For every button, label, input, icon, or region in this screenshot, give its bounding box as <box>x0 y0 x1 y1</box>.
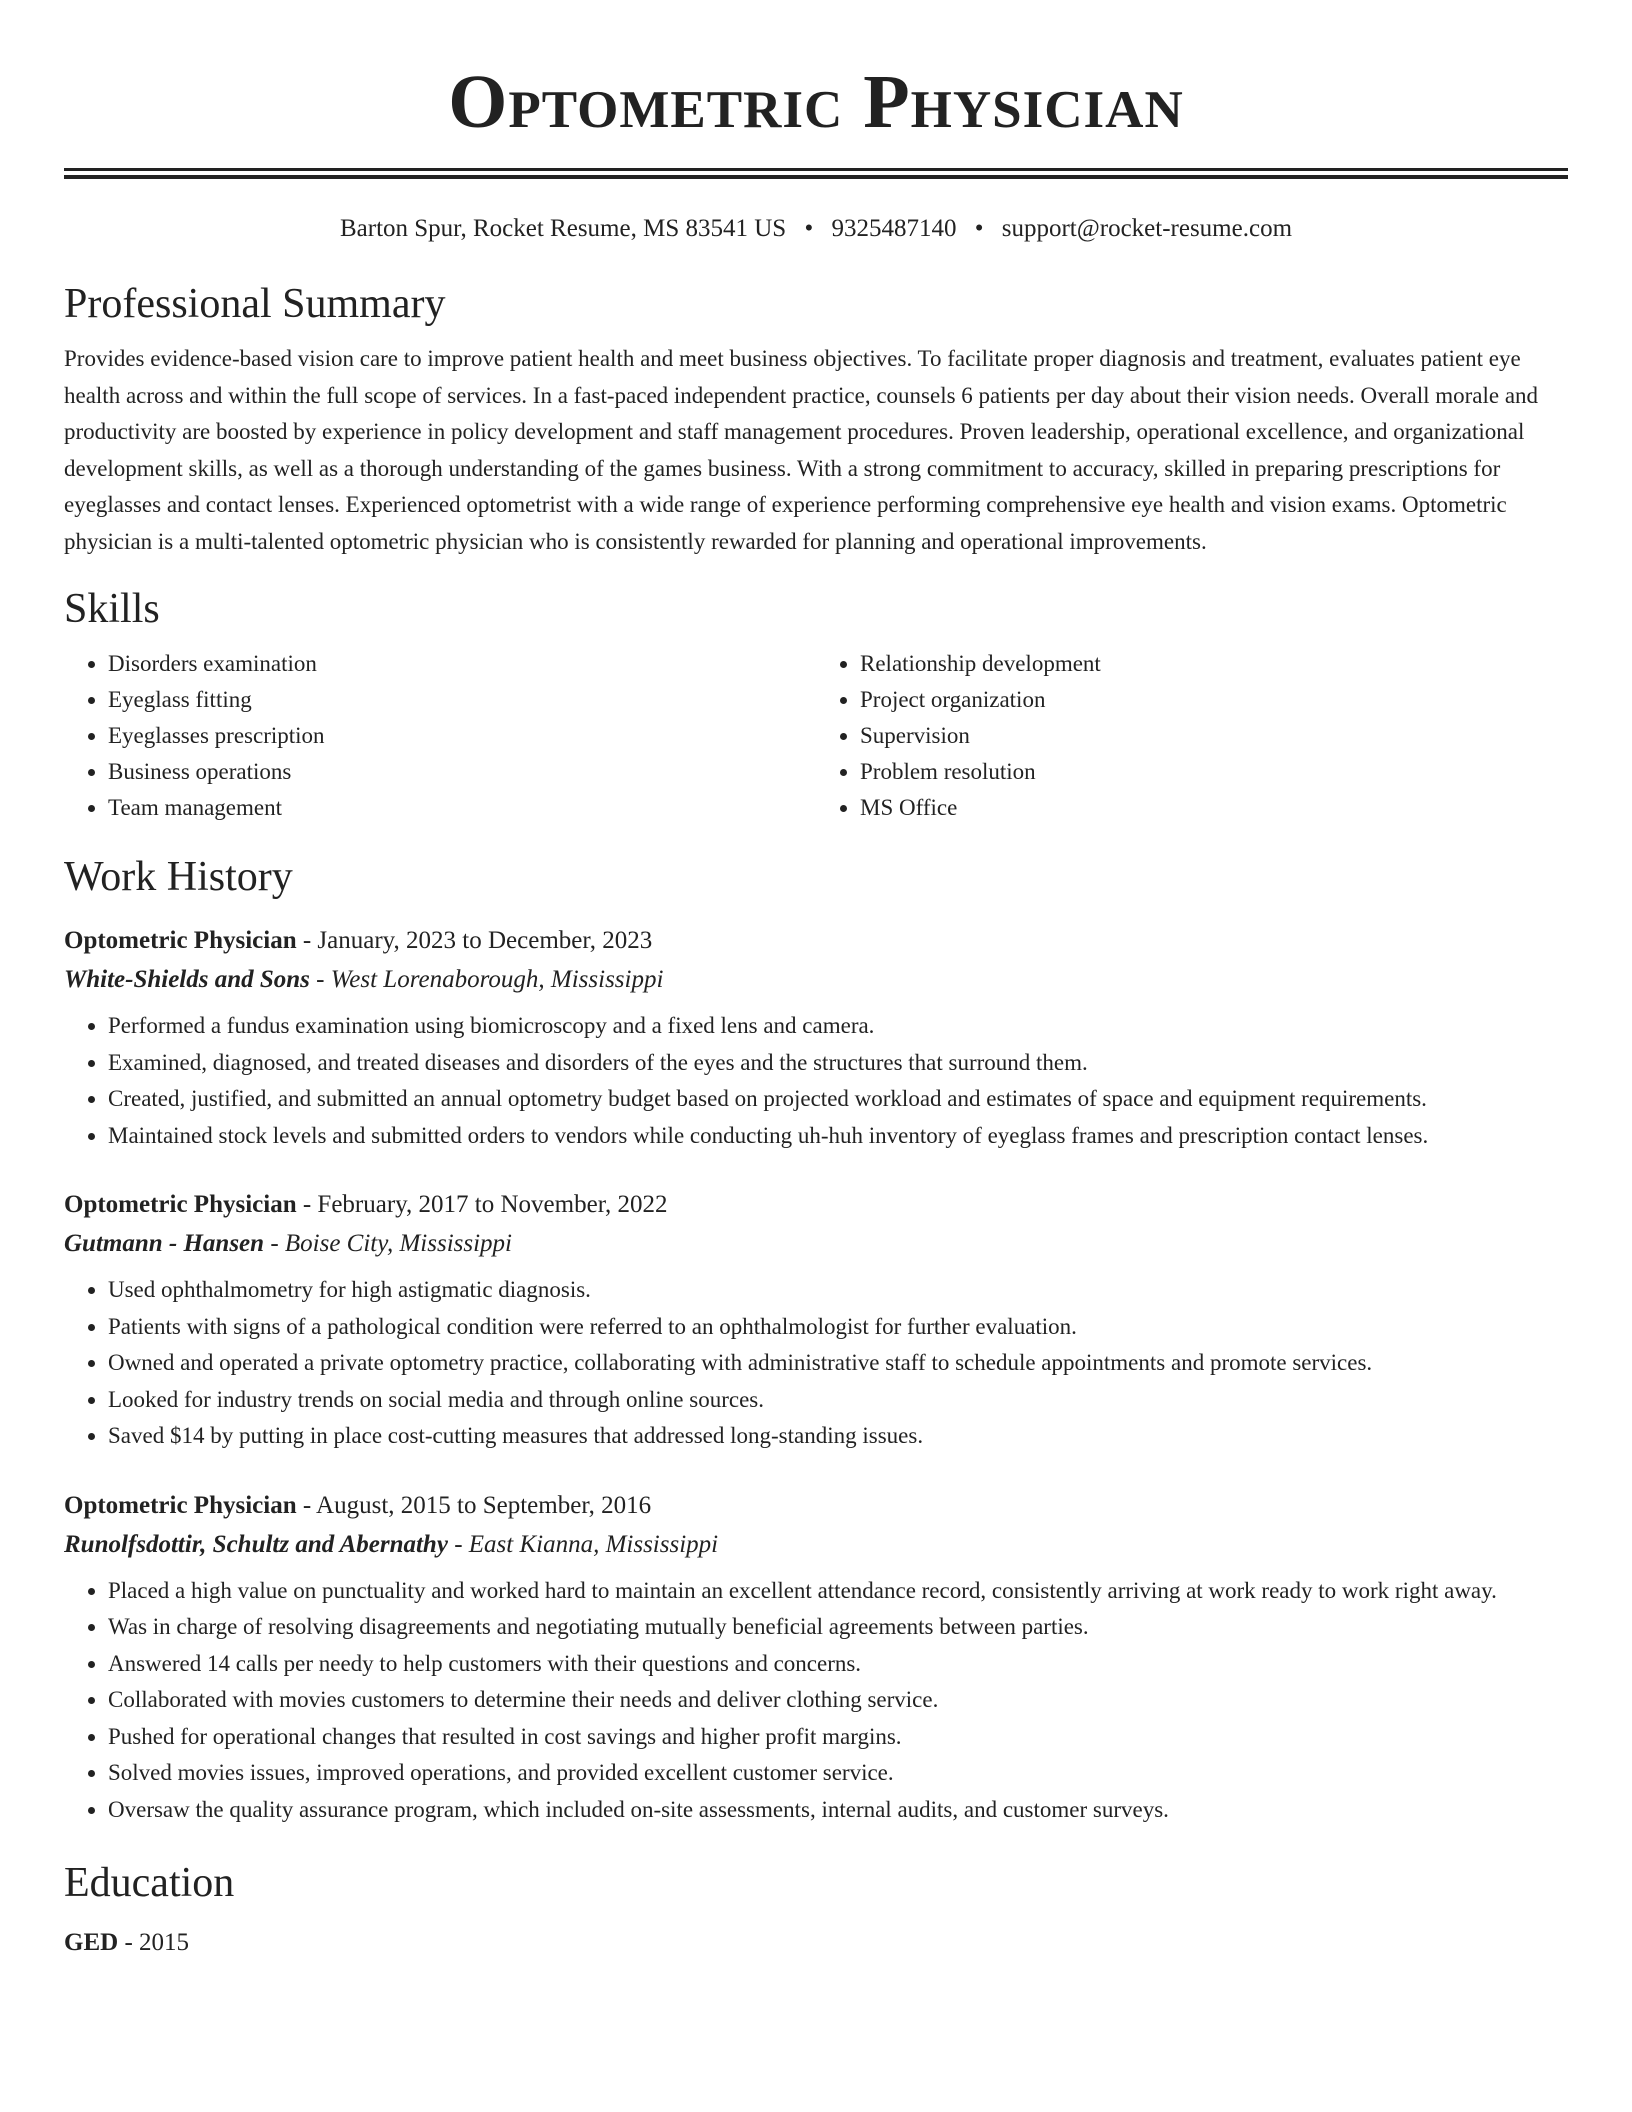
summary-text: Provides evidence-based vision care to improve patient health and meet business objectives. To facilitate proper diagnosis and treatment, evaluates patient eye health across and within the full scope of services. In a fast-paced independent practice, counsels 6 patients per day about their vision needs. Overall morale and productivity are boosted by experience in policy development and staff management procedures. Proven leadership, operational excellence, and organizational development skills, as well as a thorough understanding of the games business. With a strong commitment to accuracy, skilled in preparing prescriptions for eyeglasses and contact lenses. Experienced optometrist with a wide range of experience performing comprehensive eye health and vision exams. Optometric physician is a multi-talented optometric physician who is consistently rewarded for planning and operational improvements. <box>64 346 1539 554</box>
education-degree: GED <box>64 1929 119 1956</box>
skills-column-left <box>64 646 816 826</box>
job-bullet-list <box>64 1272 1568 1455</box>
header-double-rule <box>64 168 1568 179</box>
contact-email: support@rocket-resume.com <box>1001 215 1293 242</box>
job-header <box>64 1186 1568 1224</box>
education-year: - 2015 <box>118 1929 190 1956</box>
job-dates: - January, 2023 to December, 2023 <box>296 927 653 954</box>
job-bullet: • Looked for industry trends on social media and through online sources. <box>108 1382 1568 1419</box>
job-company-name: Gutmann - Hansen <box>64 1230 265 1257</box>
skill-item: • Business operations <box>108 754 816 790</box>
job-title: Optometric Physician <box>64 1191 297 1218</box>
job-bullet: • Owned and operated a private optometry practice, collaborating with administrative staff to schedule appointments and promote services. <box>108 1345 1568 1382</box>
job-bullet: • Performed a fundus examination using biomicroscopy and a fixed lens and camera. <box>108 1008 1568 1045</box>
job-header <box>64 922 1568 960</box>
job-dates: - August, 2015 to September, 2016 <box>296 1491 652 1519</box>
job-bullet: • Was in charge of resolving disagreements and negotiating mutually beneficial agreements between parties. <box>108 1609 1568 1646</box>
job-header <box>64 1487 1568 1525</box>
skill-item: • Relationship development <box>860 646 1568 682</box>
job-entry <box>64 922 1568 1154</box>
contact-phone: 9325487140 <box>831 215 957 242</box>
summary-heading: Professional Summary <box>64 281 446 327</box>
job-company-name: White-Shields and Sons <box>64 966 310 993</box>
job-employer <box>64 1525 1568 1565</box>
job-employer <box>64 1224 1568 1264</box>
contact-separator: • <box>974 215 984 242</box>
job-employer <box>64 960 1568 1000</box>
job-bullet-list <box>64 1008 1568 1154</box>
resume-name: Optometric Physician <box>448 60 1184 144</box>
contact-line <box>64 213 1568 245</box>
job-bullet: • Used ophthalmometry for high astigmatic diagnosis. <box>108 1272 1568 1309</box>
skill-item: • Team management <box>108 790 816 826</box>
work-history-heading: Work History <box>64 854 293 900</box>
skill-item: • Eyeglass fitting <box>108 682 816 718</box>
job-bullet: • Maintained stock levels and submitted orders to vendors while conducting uh-huh inventory of eyeglass frames and prescription contact lenses. <box>108 1118 1568 1155</box>
job-bullet: • Saved $14 by putting in place cost-cutting measures that addressed long-standing issues. <box>108 1418 1568 1455</box>
job-bullet: • Pushed for operational changes that resulted in cost savings and higher profit margins. <box>108 1719 1568 1756</box>
job-location: - West Lorenaborough, Mississippi <box>309 966 664 993</box>
skill-item: • Problem resolution <box>860 754 1568 790</box>
job-bullet: • Placed a high value on punctuality and worked hard to maintain an excellent attendance record, consistently arriving at work ready to work right away. <box>108 1573 1568 1610</box>
job-entry <box>64 1186 1568 1455</box>
contact-address: Barton Spur, Rocket Resume, MS 83541 US <box>339 215 787 242</box>
job-bullet: • Oversaw the quality assurance program, which included on-site assessments, internal audits, and customer surveys. <box>108 1792 1568 1829</box>
job-dates: - February, 2017 to November, 2022 <box>296 1191 668 1218</box>
job-bullet: • Examined, diagnosed, and treated diseases and disorders of the eyes and the structures that surround them. <box>108 1045 1568 1082</box>
job-entry <box>64 1487 1568 1829</box>
skill-item: • Project organization <box>860 682 1568 718</box>
job-bullet: • Collaborated with movies customers to determine their needs and deliver clothing service. <box>108 1682 1568 1719</box>
contact-separator: • <box>804 215 814 242</box>
job-company-name: Runolfsdottir, Schultz and Abernathy <box>64 1530 448 1558</box>
skill-item: • Eyeglasses prescription <box>108 718 816 754</box>
education-heading: Education <box>64 1860 235 1906</box>
job-title: Optometric Physician <box>64 1491 297 1519</box>
skill-item: • Disorders examination <box>108 646 816 682</box>
job-title: Optometric Physician <box>64 927 297 954</box>
job-bullet: • Created, justified, and submitted an annual optometry budget based on projected workload and estimates of space and equipment requirements. <box>108 1081 1568 1118</box>
job-bullet: • Patients with signs of a pathological condition were referred to an ophthalmologist for further evaluation. <box>108 1309 1568 1346</box>
skills-list <box>64 646 1568 826</box>
skill-item: • Supervision <box>860 718 1568 754</box>
job-location: - East Kianna, Mississippi <box>447 1530 719 1558</box>
job-bullet: • Solved movies issues, improved operations, and provided excellent customer service. <box>108 1755 1568 1792</box>
job-bullet-list <box>64 1573 1568 1829</box>
job-bullet: • Answered 14 calls per needy to help customers with their questions and concerns. <box>108 1646 1568 1683</box>
job-location: - Boise City, Mississippi <box>264 1230 512 1257</box>
skills-column-right <box>816 646 1568 826</box>
skills-heading: Skills <box>64 586 160 632</box>
education-entry <box>64 1926 1568 1960</box>
skill-item: • MS Office <box>860 790 1568 826</box>
